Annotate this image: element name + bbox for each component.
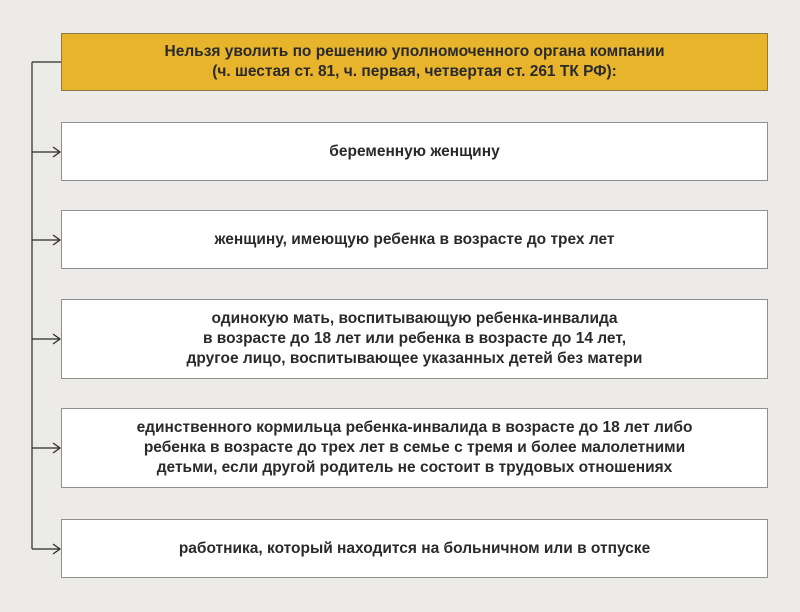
arrow-2 bbox=[32, 235, 60, 245]
item-box-woman-with-child-under-three bbox=[61, 210, 768, 269]
arrow-1 bbox=[32, 147, 60, 157]
item-box-sole-breadwinner bbox=[61, 408, 768, 488]
arrow-5 bbox=[32, 544, 60, 554]
header-box bbox=[61, 33, 768, 91]
item-text: единственного кормильца ребенка-инвалида в возрасте до 18 лет либо ребенка в возрасте до трех лет в семье с тремя и более малолетними детьми, если другой родитель не состоит в трудовых отношениях bbox=[136, 419, 693, 476]
item-text: работника, который находится на больничном или в отпуске bbox=[178, 539, 651, 557]
arrow-4 bbox=[32, 443, 60, 453]
item-text: одинокую мать, воспитывающую ребенка-инвалида в возрасте до 18 лет или ребенка в возрасте до 14 лет, другое лицо, воспитывающее указанных детей без матери bbox=[186, 310, 643, 367]
header-text: Нельзя уволить по решению уполномоченного органа компании (ч. шестая ст. 81, ч. первая, четвертая ст. 261 ТК РФ): bbox=[164, 43, 665, 80]
item-box-pregnant-woman bbox=[61, 122, 768, 181]
item-box-sick-leave-or-vacation bbox=[61, 519, 768, 578]
arrow-3 bbox=[32, 334, 60, 344]
item-text: беременную женщину bbox=[329, 142, 500, 160]
item-text: женщину, имеющую ребенка в возрасте до трех лет bbox=[214, 230, 615, 248]
item-box-single-mother bbox=[61, 299, 768, 379]
